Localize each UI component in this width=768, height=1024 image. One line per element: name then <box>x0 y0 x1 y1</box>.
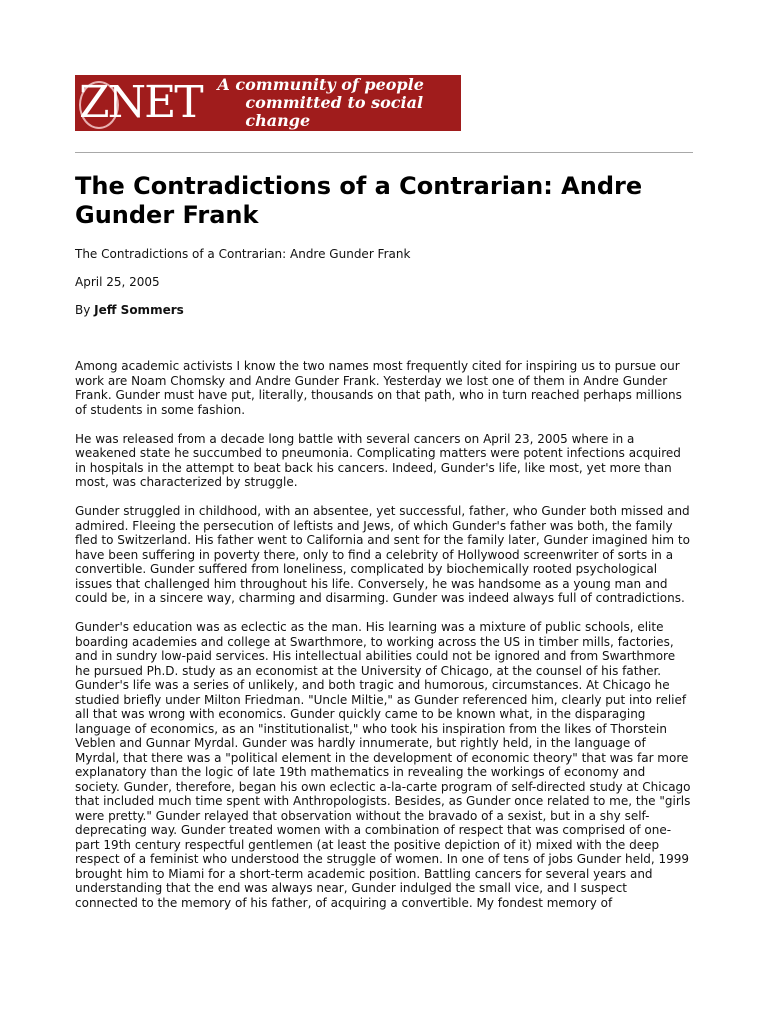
article-paragraph: Among academic activists I know the two names most frequently cited for inspiring us to pursue our work are Noam Chomsky and Andre Gunder Frank. Yesterday we lost one of them in Andre Gunder Frank. Gunder must have put, literally, thousands on that path, who in turn reached perhaps millions of students in some fashion. <box>75 359 682 417</box>
znet-banner[interactable] <box>75 75 461 131</box>
author-name[interactable]: Jeff Sommers <box>94 303 184 317</box>
article-paragraph: Gunder struggled in childhood, with an absentee, yet successful, father, who Gunder both missed and admired. Fleeing the persecution of leftists and Jews, of which Gunder's father was both, the family fled to Switzerland. His father went to California and sent for the family later, Gunder imagined him to have been suffering in poverty there, only to find a celebrity of Hollywood screenwriter of sorts in a convertible. Gunder suffered from loneliness, complicated by biochemically rooted psychological issues that challenged him throughout his life. Conversely, he was handsome as a young man and could be, in a sincere way, charming and disarming. Gunder was indeed always full of contradictions. <box>75 504 690 605</box>
tagline-line-2: committed to social change <box>245 93 424 130</box>
banner-tagline <box>217 76 461 130</box>
article-byline <box>75 303 184 317</box>
tagline-line-1: A community of people <box>217 75 424 94</box>
article-paragraph: Gunder's education was as eclectic as the man. His learning was a mixture of public schools, elite boarding academies and college at Swarthmore, to working across the US in timber mills, factories, and in sundry low-paid services. His intellectual abilities could not be ignored and from Swarthmore he pursued Ph.D. study as an economist at the University of Chicago, at the counsel of his father. Gunder's life was a series of unlikely, and both tragic and humorous, circumstances. At Chicago he studied briefly under Milton Friedman. "Uncle Miltie," as Gunder referenced him, clearly put into relief all that was wrong with economics. Gunder quickly came to be known what, in the disparaging language of economics, as an "institutionalist," who took his inspiration from the likes of Thorstein Veblen and Gunnar Myrdal. Gunder was hardly innumerate, but rightly held, in the language of Myrdal, that there was a "political element in the development of economic theory" that was far more explanatory than the logic of late 19th mathematics in revealing the workings of economy and society. Gunder, therefore, began his own eclectic a-la-carte program of self-directed study at Chicago that included much time spent with Anthropologists. Besides, as Gunder once related to me, the "girls were pretty." Gunder relayed that observation without the bravado of a sexist, but in a shy self-deprecating way. Gunder treated women with a combination of respect that was comprised of one-part 19th century respectful gentlemen (at least the positive depiction of it) mixed with the deep respect of a feminist who understood the struggle of women. In one of tens of jobs Gunder held, 1999 brought him to Miami for a short-term academic position. Battling cancers for several years and understanding that the end was always near, Gunder indulged the small vice, and I suspect connected to the memory of his father, of acquiring a convertible. My fondest memory of <box>75 620 691 910</box>
znet-logo <box>75 75 207 131</box>
byline-prefix: By <box>75 303 91 317</box>
article-subtitle: The Contradictions of a Contrarian: Andre Gunder Frank <box>75 247 411 261</box>
article-body <box>75 359 693 925</box>
article-paragraph: He was released from a decade long battle with several cancers on April 23, 2005 where in a weakened state he succumbed to pneumonia. Complicating matters were potent infections acquired in hospitals in the attempt to beat back his cancers. Indeed, Gunder's life, like most, yet more than most, was characterized by struggle. <box>75 431 681 489</box>
header-divider <box>75 152 693 153</box>
logo-text: ZNET <box>79 77 202 128</box>
article-title: The Contradictions of a Contrarian: Andre Gunder Frank <box>75 172 643 229</box>
article-date: April 25, 2005 <box>75 275 160 289</box>
